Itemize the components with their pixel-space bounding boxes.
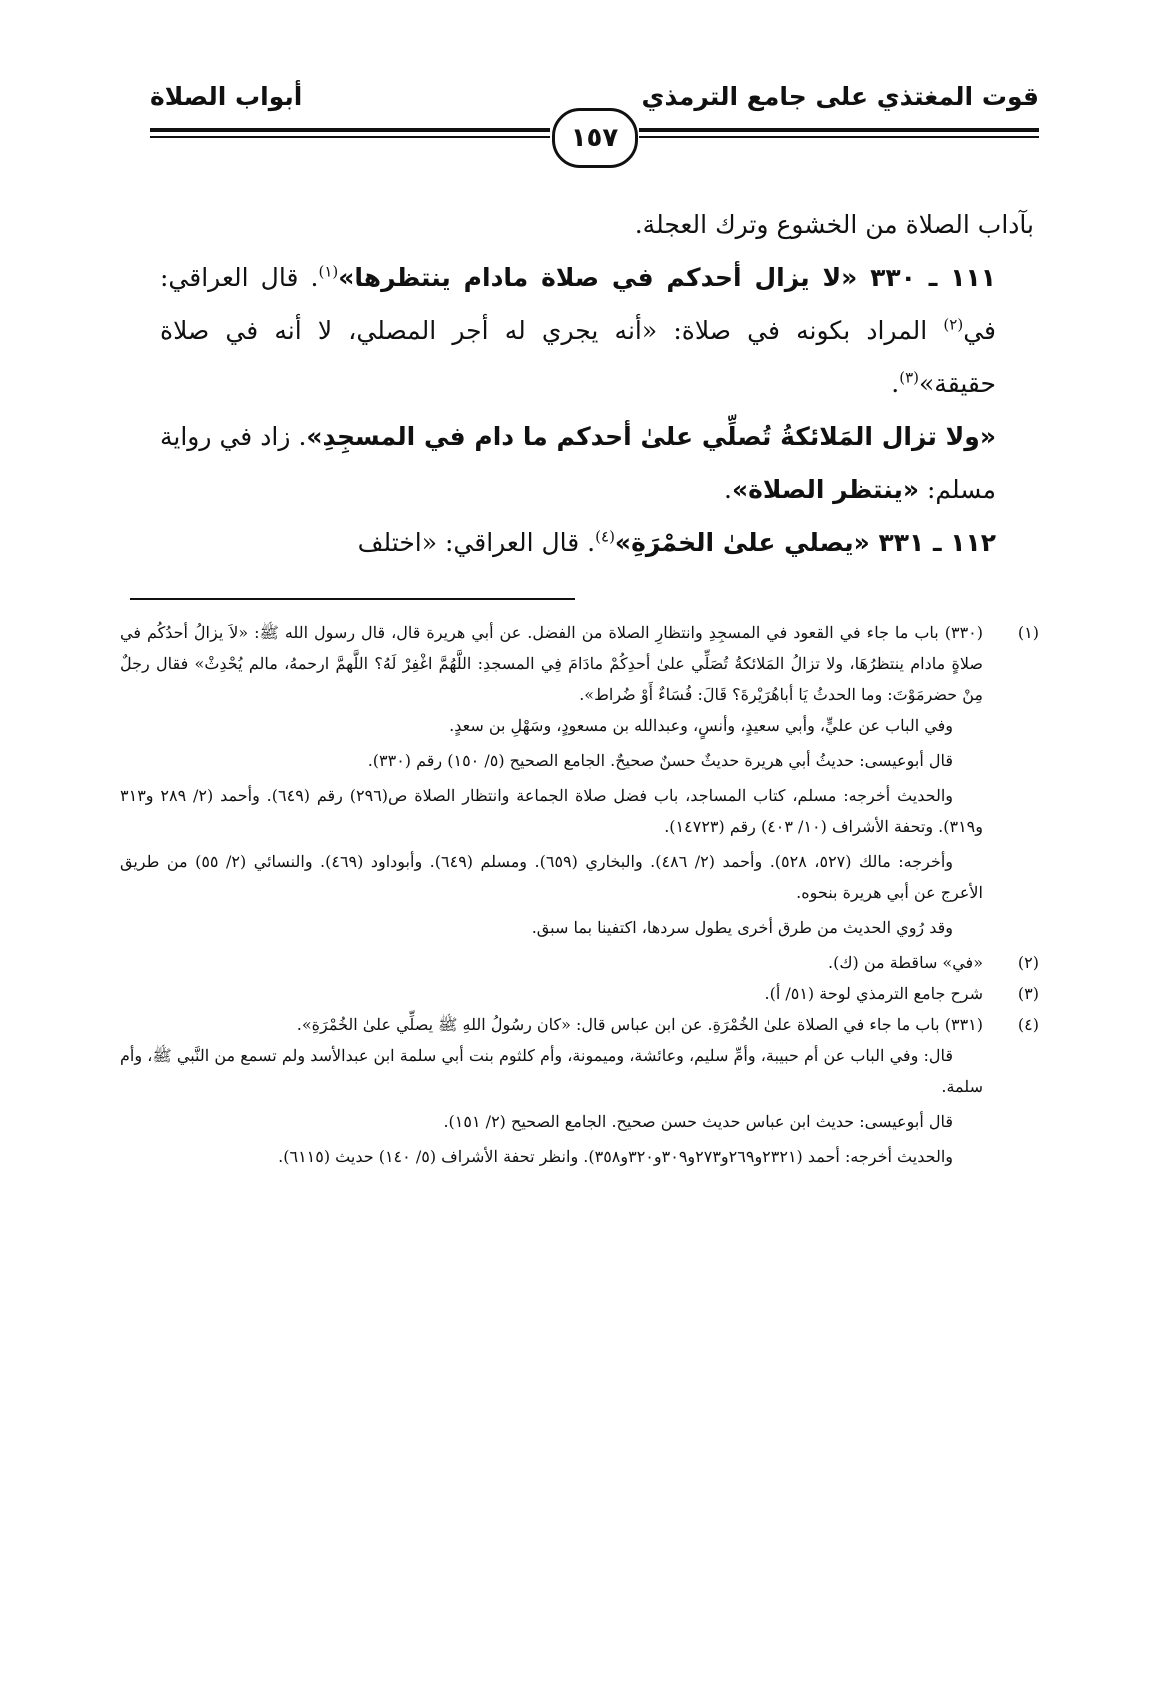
footnote-number: (١) [1017, 623, 1039, 642]
chapter-title: أبواب الصلاة [150, 82, 303, 111]
footnote-body [120, 978, 983, 1009]
footnote-paragraph: وقد رُوي الحديث من طرق أخرى يطول سردها، اكتفينا بما سبق. [531, 918, 953, 937]
footnote-item [120, 617, 1039, 710]
main-text-segment: المراد بكونه في صلاة: «أنه يجري له أجر المصلي، لا أنه في صلاة حقيقة» [160, 316, 996, 398]
footnote-paragraph: قال أبوعيسى: حديث ابن عباس حديث حسن صحيح. الجامع الصحيح (٢/ ١٥١). [443, 1112, 953, 1131]
main-text-segment: . [724, 475, 732, 504]
footnote-text: «في» ساقطة من (ك). [828, 953, 983, 972]
footnote-separator [130, 598, 575, 600]
footnote-ref-3[interactable]: (٣) [899, 368, 919, 387]
footnote-body [120, 1009, 983, 1040]
footnote-ref-2[interactable]: (٢) [943, 315, 964, 334]
footnote-text: (٣٣١) باب ما جاء في الصلاة علىٰ الخُمْرَةِ. عن ابن عباس قال: «كان رسُولُ اللهِ ﷺ يصلِّي علىٰ الخُمْرَةِ». [296, 1015, 983, 1034]
main-paragraph-hadith-330 [160, 251, 1034, 410]
footnote-paragraph: والحديث أخرجه: أحمد (٢٣٢١و٢٦٩و٢٧٣و٣٠٩و٣٢٠و٣٥٨). وانظر تحفة الأشراف (٥/ ١٤٠) حديث (٦١١٥). [278, 1147, 953, 1166]
footnote-number: (٢) [1017, 953, 1039, 972]
main-text-segment: . زاد في رواية مسلم: [160, 422, 996, 504]
footnote-paragraph: وفي الباب عن عليٍّ، وأبي سعيدٍ، وأنسٍ، وعبدالله بن مسعودٍ، وسَهْلِ بن سعدٍ. [449, 716, 953, 735]
footnote-text: (٣٣٠) باب ما جاء في القعود في المسجِدِ وانتظارِ الصلاة من الفضل. عن أبي هريرة قال، قال رسول الله ﷺ: «لاَ يزالُ أحدُكُم في صلاةٍ مادام ينتظرُهَا، ولا تزالُ المَلائكةُ تُصَلِّي علىٰ أحدِكُمْ مادَامَ فِي المسجدِ: اللَّهُمَّ اغْفِرْ لَهُ؟ اللَّهمَّ ارحمهُ، مالم يُحْدِثْ» فقال رجلٌ مِنْ حضرمَوْتَ: وما الحدثُ يَا أباهُرَيْرةَ؟ قَالَ: فُسَاءٌ أَوْ ضُراط». [120, 623, 983, 704]
footnote-paragraph: قال أبوعيسى: حديثُ أبي هريرة حديثٌ حسنٌ صحيحٌ. الجامع الصحيح (٥/ ١٥٠) رقم (٣٣٠). [367, 751, 953, 770]
hadith-331-heading: ١١٢ ـ ٣٣١ «يصلي علىٰ الخمْرَةِ» [614, 528, 996, 557]
footnote-item [120, 978, 1039, 1009]
main-text [160, 198, 1034, 569]
hadith-quote: «ينتظر الصلاة» [731, 475, 920, 504]
main-paragraph-angels [160, 410, 1034, 516]
footnote-paragraph: وأخرجه: مالك (٥٢٧، ٥٢٨). وأحمد (٢/ ٤٨٦). والبخاري (٦٥٩). ومسلم (٦٤٩). وأبوداود (٤٦٩). والنسائي (٢/ ٥٥) من طريق الأعرج عن أبي هريرة بنحوه. [120, 852, 983, 902]
hadith-330-heading: ١١١ ـ ٣٣٠ «لا يزال أحدكم في صلاة مادام ينتظرها» [338, 263, 996, 292]
footnote-paragraph: قال: وفي الباب عن أم حبيبة، وأمِّ سليم، وعائشة، وميمونة، وأم كلثوم بنت أبي سلمة ابن عبدالأسد ولم تسمع من النَّبي ﷺ، وأم سلمة. [120, 1046, 983, 1096]
page-header [150, 80, 1039, 170]
page-number: ١٥٧ [552, 108, 638, 168]
footnote-number: (٣) [1017, 984, 1039, 1003]
main-text-segment: . قال العراقي: في [160, 263, 996, 345]
header-rule-left [150, 128, 550, 138]
footnote-body [120, 617, 983, 710]
footnote-paragraph: والحديث أخرجه: مسلم، كتاب المساجد، باب فضل صلاة الجماعة وانتظار الصلاة ص(٢٩٦) رقم (٦٤٩). وأحمد (٢/ ٢٨٩ و٣١٣ و٣١٩). وتحفة الأشراف (١٠/ ٤٠٣) رقم (١٤٧٢٣). [120, 786, 983, 836]
book-title: قوت المغتذي على جامع الترمذي [641, 82, 1039, 111]
footnote-text: شرح جامع الترمذي لوحة (٥١/ أ). [764, 984, 983, 1003]
footnote-item [120, 1009, 1039, 1040]
header-rule-right [639, 128, 1039, 138]
hadith-quote: «ولا تزال المَلائكةُ تُصلِّي علىٰ أحدكم ما دام في المسجِدِ» [306, 422, 996, 451]
main-paragraph-hadith-331 [160, 516, 1034, 569]
footnotes [120, 617, 1039, 1176]
main-text-line: بآداب الصلاة من الخشوع وترك العجلة. [634, 210, 1034, 239]
main-text-segment: . قال العراقي: «اختلف [357, 528, 596, 557]
footnote-ref-1[interactable]: (١) [318, 262, 339, 281]
main-text-segment: . [891, 369, 900, 398]
footnote-item [120, 947, 1039, 978]
footnote-number: (٤) [1017, 1015, 1039, 1034]
main-paragraph-1 [160, 198, 1034, 251]
footnote-body [120, 947, 983, 978]
footnote-ref-4[interactable]: (٤) [595, 527, 615, 546]
